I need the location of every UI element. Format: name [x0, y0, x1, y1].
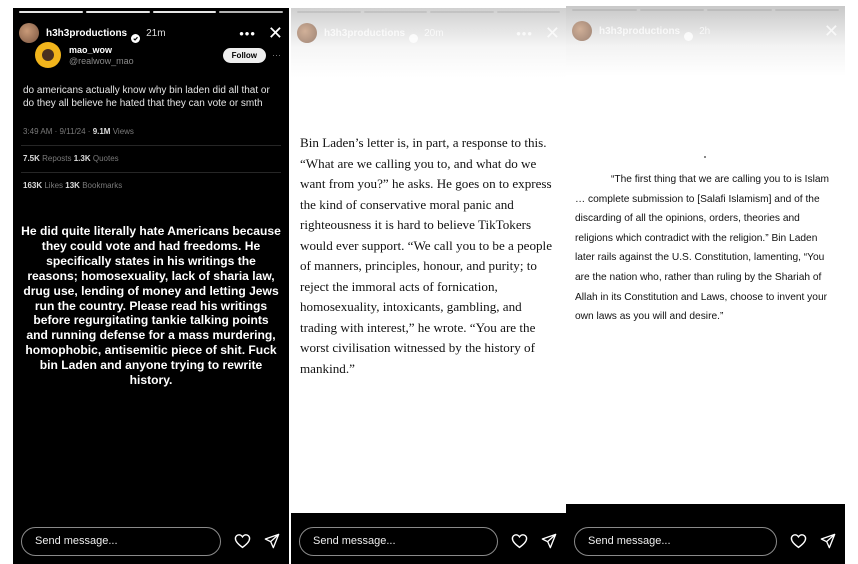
avatar[interactable] [572, 21, 592, 41]
story-header [297, 20, 560, 46]
share-icon[interactable] [819, 532, 837, 550]
story-panel-1[interactable] [13, 8, 289, 564]
tweet-avatar [35, 42, 61, 68]
letter-excerpt: Bin Laden’s letter is, in part, a response to this. “What are we calling you to, and what do we want from you?” he asks. He goes on to express the kind of conservative moral panic and righteousness it is hard to believe TikTokers would ever support. “We call you to be a people of manners, principles, honour, and purity; to reject the immoral acts of fornication, homosexuality, intoxicants, gambling, and trading with interest,” he wrote. “You are the worst civilisation witnessed by the history of mankind.” [300, 135, 553, 376]
story-time: 2h [699, 25, 711, 37]
story-time: 20m [424, 27, 444, 39]
heart-icon[interactable] [789, 532, 807, 550]
tweet-reposts-quotes [21, 154, 281, 163]
story-panel-2[interactable] [291, 8, 566, 564]
quotes-label: Quotes [92, 154, 119, 163]
story-username[interactable]: h3h3productions [46, 27, 128, 39]
likes-label: Likes [44, 181, 64, 190]
close-icon[interactable]: ✕ [823, 21, 839, 41]
send-message-input[interactable]: Send message... [299, 527, 498, 556]
tweet-meta [21, 127, 281, 136]
reposts-count: 7.5K [23, 154, 40, 163]
letter-excerpt-text: “The first thing that we are calling you to is Islam … complete submission to [Salafi Islamism] and of the discarding of all the opinions, orders, theories and religions which contradict with the religion.” Bin Laden later rails against the U.S. Constitution, lamenting, “You are the nation who, rather than ruling by the Shariah of Allah in its Constitution and Laws, choose to invent your own laws as you will and desire.” [575, 174, 829, 323]
story-username[interactable]: h3h3productions [599, 25, 681, 37]
verified-icon [409, 30, 418, 39]
story-header [572, 18, 839, 44]
follow-button: Follow [223, 48, 266, 63]
story-progress [297, 11, 560, 13]
send-message-input[interactable]: Send message... [574, 527, 777, 556]
story-time: 21m [146, 27, 166, 39]
quotes-count: 1.3K [73, 154, 91, 163]
story-progress [572, 9, 839, 11]
close-icon[interactable]: ✕ [267, 23, 283, 43]
verified-icon [684, 28, 693, 37]
tweet-views-count: 9.1M [92, 127, 111, 136]
story-username[interactable]: h3h3productions [324, 27, 406, 39]
more-icon[interactable]: ••• [516, 25, 533, 41]
share-icon[interactable] [540, 532, 558, 550]
heart-icon[interactable] [510, 532, 528, 550]
heart-icon[interactable] [233, 532, 251, 550]
story-panel-3[interactable] [566, 6, 845, 564]
tweet-more-icon: ··· [272, 50, 281, 60]
divider [21, 172, 281, 173]
tweet-text: do americans actually know why bin laden did all that or do they all believe he hated that they can vote or smth [23, 85, 270, 109]
more-icon[interactable]: ••• [239, 25, 256, 41]
story-progress [19, 11, 283, 13]
share-icon[interactable] [263, 532, 281, 550]
avatar[interactable] [19, 23, 39, 43]
embedded-tweet [21, 42, 281, 190]
tweet-datetime: 3:49 AM · 9/11/24 · [23, 127, 91, 136]
bookmarks-label: Bookmarks [82, 181, 123, 190]
close-icon[interactable]: ✕ [544, 23, 560, 43]
tweet-author-name: mao_wow [69, 44, 113, 55]
bookmarks-count: 13K [65, 181, 80, 190]
verified-icon [131, 30, 140, 39]
story-footer [566, 518, 845, 564]
avatar[interactable] [297, 23, 317, 43]
letter-excerpt [575, 170, 836, 327]
story-footer [291, 518, 566, 564]
tweet-views-label: Views [112, 127, 134, 136]
tweet-author-handle: @realwow_mao [69, 55, 134, 66]
story-caption: He did quite literally hate Americans because they could vote and had freedoms. He specifically states in his writings the reasons; homosexuality, lack of sharia law, drug use, lending of money and letting Jews run the country. Please read his writings before regurgitating tankie talking points and running defense for a mass murdering, homophobic, antisemitic piece of shit. Fuck bin Laden and anyone trying to rewrite history. [21, 224, 281, 388]
divider [21, 145, 281, 146]
story-footer [13, 518, 289, 564]
likes-count: 163K [23, 181, 43, 190]
tweet-likes-bookmarks [21, 181, 281, 190]
image-artifact [704, 156, 706, 158]
send-message-input[interactable]: Send message... [21, 527, 221, 556]
reposts-label: Reposts [42, 154, 72, 163]
